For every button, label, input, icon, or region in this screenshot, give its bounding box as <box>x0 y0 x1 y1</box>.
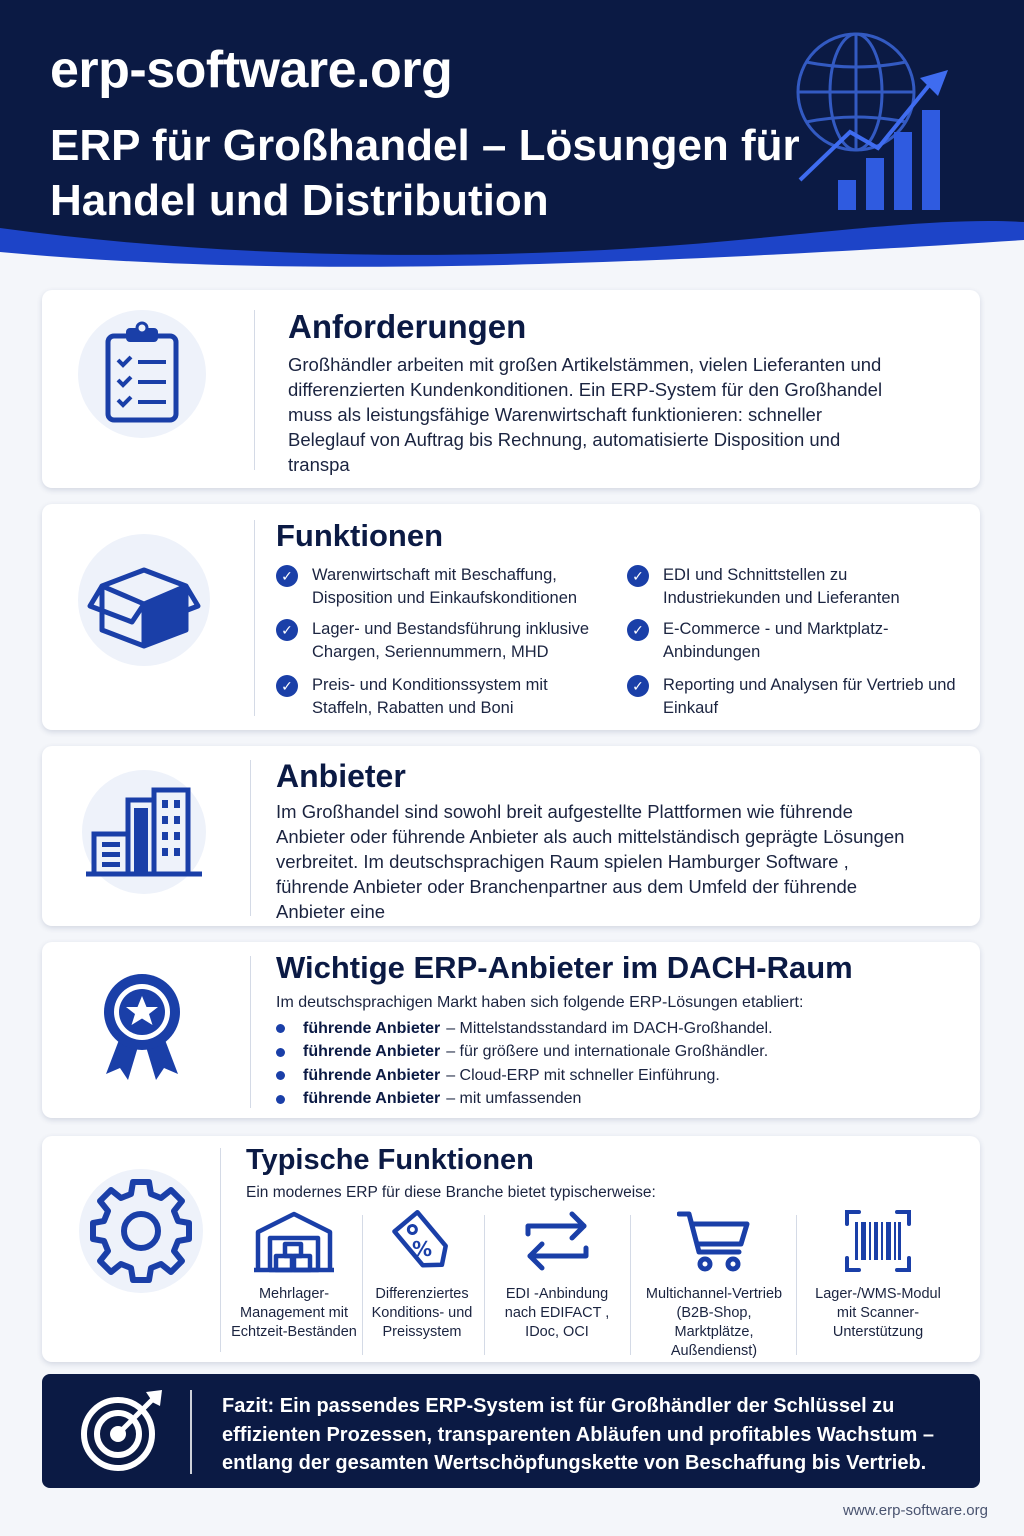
page-headline: ERP für Großhandel – Lösungen für Handel und Distribution <box>50 121 800 225</box>
check-icon: ✓ <box>276 565 298 587</box>
function-tile-multichannel: Multichannel-Vertrieb (B2B-Shop, Marktplätze, Außendienst) <box>642 1208 786 1361</box>
section-title: Anforderungen <box>288 308 527 345</box>
section-title: Funktionen <box>276 518 444 553</box>
card-divider <box>220 1148 221 1352</box>
award-badge-icon <box>92 970 192 1082</box>
target-icon <box>78 1388 168 1474</box>
feature-item: ✓ EDI und Schnittstellen zu Industriekunden und Lieferanten <box>627 564 957 610</box>
section-title: Anbieter <box>276 758 406 794</box>
function-tile-pricing: % Differenziertes Konditions- und Preissystem <box>366 1208 478 1342</box>
buildings-icon <box>78 770 210 902</box>
conclusion-text: Fazit: Ein passendes ERP-System ist für Großhändler der Schlüssel zu effizienten Prozessen, transparenten Abläufen und profitables Wachstum – entlang der gesamten Wertschöpfungskette von Beschaffung bis Vertrieb. <box>222 1395 934 1474</box>
check-icon: ✓ <box>276 619 298 641</box>
function-tile-wms: Lager-/WMS-Modul mit Scanner-Unterstützung <box>808 1208 948 1342</box>
globe-growth-chart-icon <box>780 20 1010 220</box>
feature-item: ✓ Lager- und Bestandsführung inklusive Chargen, Seriennummern, MHD <box>276 618 606 664</box>
barcode-scanner-icon <box>843 1208 913 1274</box>
footer-url: www.erp-software.org <box>842 1502 988 1519</box>
section-text: Großhändler arbeiten mit großen Artikelstämmen, vielen Lieferanten und differenzierten Kundenkonditionen. Ein ERP-System für den Großhandel muss als leistungsfähige Warenwirtschaft funktionieren: schneller Beleglauf von Auftrag bis Rechnung, automatisierte Disposition und transpa <box>288 354 883 475</box>
tile-separator <box>484 1215 485 1355</box>
tile-separator <box>796 1215 797 1355</box>
card-dach-vendors <box>42 942 980 1118</box>
section-intro: Im deutschsprachigen Markt haben sich folgende ERP-Lösungen etabliert: <box>276 994 804 1011</box>
card-funktionen <box>42 504 980 730</box>
list-item: führende Anbieter – mit umfassenden <box>276 1088 773 1112</box>
tile-separator <box>362 1215 363 1355</box>
shopping-cart-icon <box>677 1208 751 1274</box>
card-divider <box>254 520 255 716</box>
conclusion-divider <box>190 1390 192 1474</box>
feature-item: ✓ Warenwirtschaft mit Beschaffung, Disposition und Einkaufskonditionen <box>276 564 606 610</box>
vendor-list <box>276 1017 773 1111</box>
card-divider <box>250 956 251 1108</box>
card-anforderungen <box>42 290 980 488</box>
section-title: Wichtige ERP-Anbieter im DACH-Raum <box>276 950 853 985</box>
check-icon: ✓ <box>627 619 649 641</box>
price-tag-icon <box>389 1208 455 1274</box>
feature-item: ✓ Preis- und Konditionssystem mit Staffeln, Rabatten und Boni <box>276 674 606 720</box>
header-banner <box>0 0 1024 270</box>
check-icon: ✓ <box>627 565 649 587</box>
warehouse-icon <box>254 1208 334 1274</box>
function-tile-warehouse: Mehrlager-Management mit Echtzeit-Beständen <box>228 1208 360 1342</box>
section-text: Im Großhandel sind sowohl breit aufgestellte Plattformen wie führende Anbieter oder führende Anbieter als auch mittelständisch geprägte Lösungen verbreitet. Im deutschsprachigen Raum spielen Hamburger Software , führende Anbieter oder Branchenpartner aus dem Umfeld der führende Anbieter eine <box>276 801 905 922</box>
card-divider <box>250 760 251 916</box>
list-item: führende Anbieter – Cloud-ERP mit schneller Einführung. <box>276 1064 773 1088</box>
list-item: führende Anbieter – Mittelstandsstandard im DACH-Großhandel. <box>276 1017 773 1041</box>
section-title: Typische Funktionen <box>246 1144 534 1176</box>
list-item: führende Anbieter – für größere und internationale Großhändler. <box>276 1041 773 1065</box>
feature-item: ✓ E-Commerce - und Marktplatz-Anbindungen <box>627 618 927 664</box>
check-icon: ✓ <box>276 675 298 697</box>
site-title: erp-software.org <box>50 41 453 99</box>
clipboard-checklist-icon <box>76 308 208 440</box>
gear-icon <box>76 1166 206 1296</box>
function-tile-edi: EDI -Anbindung nach EDIFACT , IDoc, OCI <box>492 1208 622 1342</box>
check-icon: ✓ <box>627 675 649 697</box>
box-icon <box>74 530 214 670</box>
card-divider <box>254 310 255 470</box>
conclusion-banner <box>42 1374 980 1488</box>
feature-item: ✓ Reporting und Analysen für Vertrieb und Einkauf <box>627 674 957 720</box>
card-anbieter <box>42 746 980 926</box>
svg-text:%: % <box>411 1237 433 1261</box>
section-intro: Ein modernes ERP für diese Branche bietet typischerweise: <box>246 1184 656 1201</box>
tile-separator <box>630 1215 631 1355</box>
exchange-arrows-icon <box>522 1208 592 1274</box>
